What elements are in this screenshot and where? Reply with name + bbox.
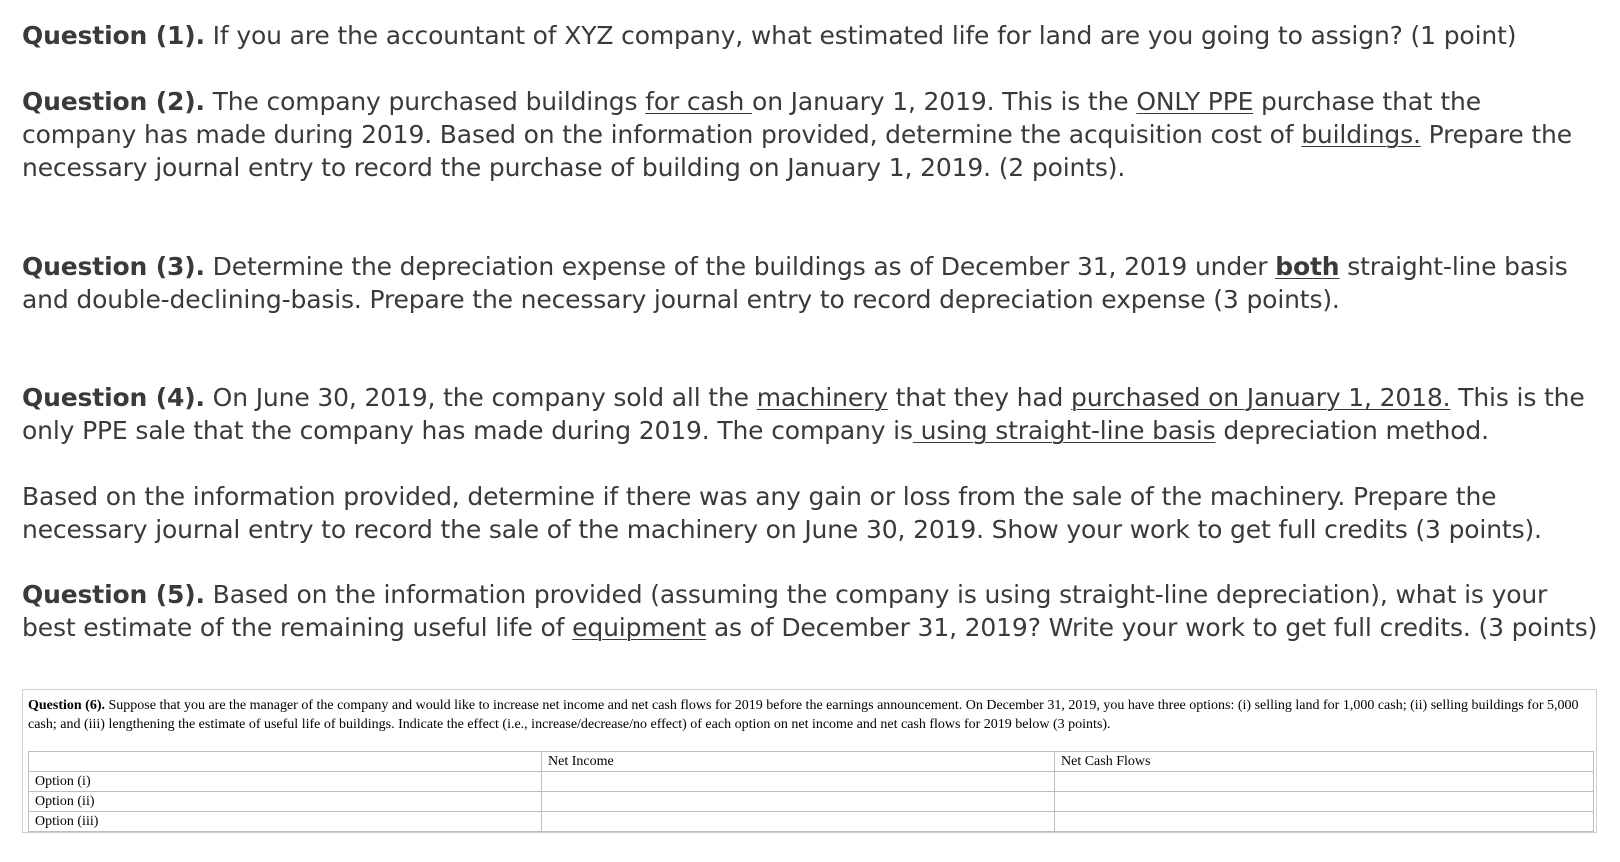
answer-cell-net-cash-flows[interactable] (1055, 792, 1594, 812)
row-label: Option (i) (29, 772, 542, 792)
answer-cell-net-income[interactable] (542, 792, 1055, 812)
underlined-phrase: buildings. (1301, 120, 1421, 149)
underlined-phrase: for cash (645, 87, 753, 116)
answer-cell-net-cash-flows[interactable] (1055, 772, 1594, 792)
table-row (29, 792, 1594, 812)
question-5-text: Based on the information provided (assuming the company is using straight-line depreciation), what is your best estimate of the remaining useful life of (22, 580, 1548, 642)
question-2 (22, 85, 1602, 184)
question-3-text: Determine the depreciation expense of the buildings as of December 31, 2019 under (204, 252, 1276, 281)
header-net-income: Net Income (542, 752, 1055, 772)
underlined-phrase: ONLY PPE (1136, 87, 1254, 116)
underlined-phrase: purchased on January 1, 2018. (1071, 383, 1451, 412)
answer-cell-net-income[interactable] (542, 812, 1055, 832)
underlined-phrase: machinery (756, 383, 888, 412)
question-4-text: On June 30, 2019, the company sold all the (204, 383, 757, 412)
header-net-cash-flows: Net Cash Flows (1055, 752, 1594, 772)
row-label: Option (iii) (29, 812, 542, 832)
question-2-text: The company purchased buildings (204, 87, 646, 116)
table-row (29, 772, 1594, 792)
question-2-text: Prepare the necessary journal entry to record the purchase of building on January 1, 2019. (2 points). (22, 120, 1572, 182)
question-5-label: Question (5). (22, 580, 205, 609)
question-4-text: depreciation method. (1215, 416, 1489, 445)
row-label: Option (ii) (29, 792, 542, 812)
question-6-text: Suppose that you are the manager of the company and would like to increase net income and net cash flows for 2019 before the earnings announcement. On December 31, 2019, you have three options: (i) selling land for 1,000 cash; (ii) selling buildings for 5,000 cash; and (iii) lengthening the estimate of useful life of buildings. Indicate the effect (i.e., increase/decrease/no effect) of each option on net income and net cash flows for 2019 below (3 points). (28, 698, 1579, 732)
question-4-paragraph-2: Based on the information provided, determine if there was any gain or loss from the sale of the machinery. Prepare the necessary journal entry to record the sale of the machinery on June 30, 2019. Show your work to get full credits (3 points). (22, 482, 1542, 544)
answer-cell-net-cash-flows[interactable] (1055, 812, 1594, 832)
underlined-phrase: equipment (572, 613, 707, 642)
question-3-text: straight-line basis and double-declining-basis. Prepare the necessary journal entry to record depreciation expense (3 points). (22, 252, 1568, 314)
question-2-text: purchase that the company has made during 2019. Based on the information provided, determine the acquisition cost of (22, 87, 1481, 149)
table-header-row (29, 752, 1594, 772)
question-1-text: If you are the accountant of XYZ company, what estimated life for land are you going to assign? (1 point) (204, 21, 1517, 50)
question-6-label: Question (6). (28, 698, 105, 713)
question-2-label: Question (2). (22, 87, 205, 116)
question-3 (22, 250, 1602, 316)
table-row (29, 812, 1594, 832)
answer-table (28, 751, 1594, 832)
question-1-label: Question (1). (22, 21, 205, 50)
question-2-text: on January 1, 2019. This is the (752, 87, 1137, 116)
question-5-text: as of December 31, 2019? Write your work to get full credits. (3 points) (706, 613, 1598, 642)
question-1 (22, 19, 1602, 52)
question-5 (22, 578, 1602, 644)
question-4-label: Question (4). (22, 383, 205, 412)
question-4-text: that they had (887, 383, 1072, 412)
header-cell-blank (29, 752, 542, 772)
underlined-phrase: both (1275, 252, 1340, 281)
question-6-box (22, 689, 1597, 833)
question-4 (22, 381, 1602, 447)
underlined-phrase: using straight-line basis (912, 416, 1216, 445)
answer-cell-net-income[interactable] (542, 772, 1055, 792)
question-6 (28, 696, 1588, 734)
question-4-text: This is the only PPE sale that the company has made during 2019. The company is (22, 383, 1585, 445)
question-3-label: Question (3). (22, 252, 205, 281)
